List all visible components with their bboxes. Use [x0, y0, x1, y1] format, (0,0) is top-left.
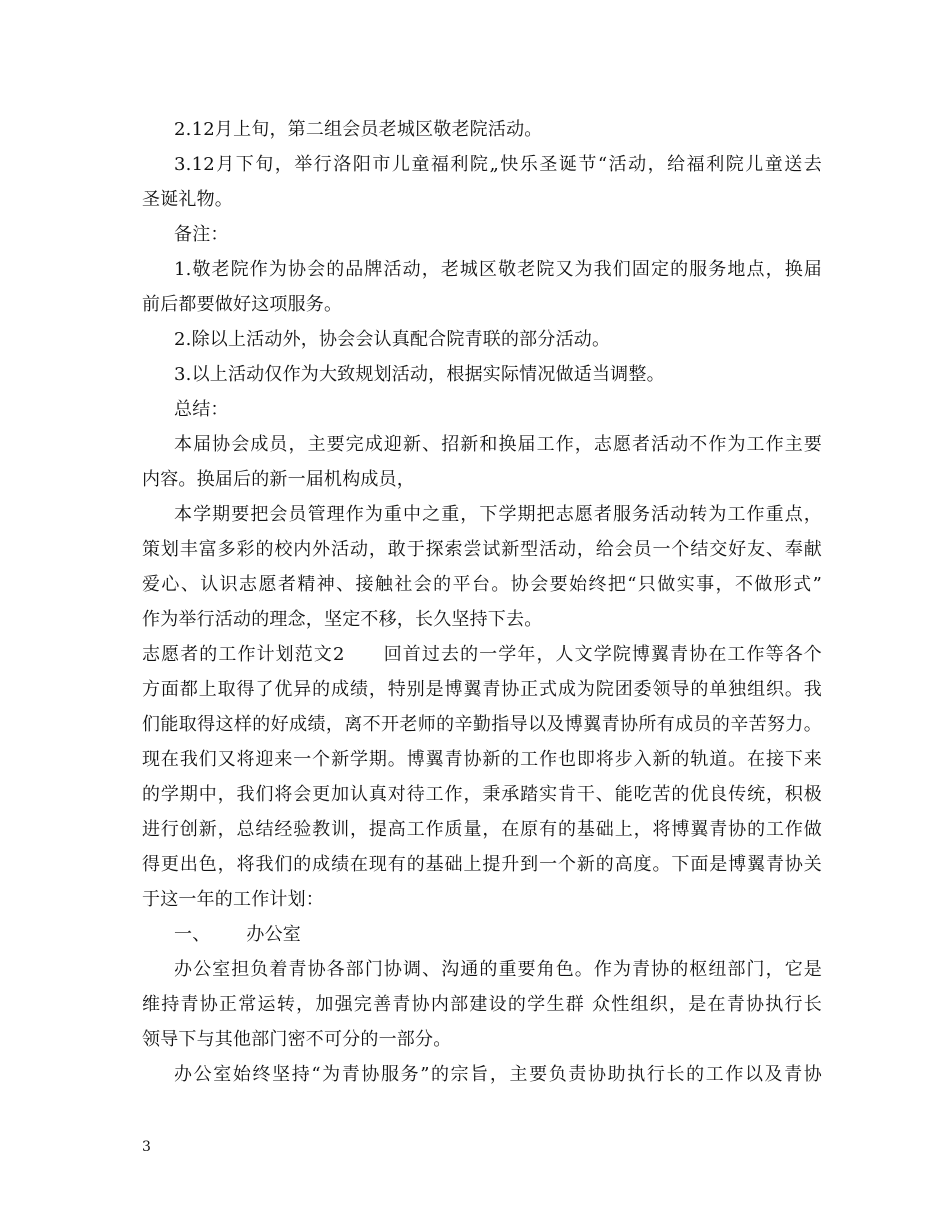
paragraph-line: 领导下与其他部门密不可分的一部分。 — [142, 1029, 452, 1050]
paragraph-line: 现在我们又将迎来一个新学期。博翼青协新的工作也即将步入新的轨道。在接下来 — [142, 749, 822, 770]
paragraph-line: 办公室担负着青协各部门协调、沟通的重要角色。作为青协的枢纽部门，它是 — [174, 959, 822, 980]
heading-title: 办公室 — [246, 924, 302, 945]
paragraph-line: 志愿者的工作计划范文2 回首过去的一学年，人文学院博翼青协在工作等各个 — [142, 644, 822, 665]
paragraph-line: 2.除以上活动外，协会会认真配合院青联的部分活动。 — [174, 329, 611, 350]
paragraph-line: 方面都上取得了优异的成绩，特别是博翼青协正式成为院团委领导的单独组织。我 — [142, 679, 822, 700]
paragraph-line: 办公室始终坚持“为青协服务”的宗旨，主要负责协助执行长的工作以及青协 — [174, 1064, 822, 1085]
paragraph-line: 本届协会成员，主要完成迎新、招新和换届工作，志愿者活动不作为工作主要 — [174, 434, 822, 455]
paragraph-line: 2.12月上旬，第二组会员老城区敬老院活动。 — [174, 119, 543, 140]
paragraph-line: 得更出色，将我们的成绩在现有的基础上提升到一个新的高度。下面是博翼青协关 — [142, 854, 822, 875]
page-number: 3 — [142, 1139, 151, 1155]
paragraph-line: 们能取得这样的好成绩，离不开老师的辛勤指导以及博翼青协所有成员的辛苦努力。 — [142, 714, 822, 735]
paragraph-line: 前后都要做好这项服务。 — [142, 294, 343, 315]
paragraph-line: 3.以上活动仅作为大致规划活动，根据实际情况做适当调整。 — [174, 364, 665, 385]
section-heading: 备注： — [174, 224, 229, 245]
paragraph-line: 作为举行活动的理念，坚定不移，长久坚持下去。 — [142, 609, 543, 630]
paragraph-line: 的学期中，我们将会更加认真对待工作，秉承踏实肯干、能吃苦的优良传统，积极 — [142, 784, 822, 805]
heading-number: 一、 — [174, 924, 211, 945]
paragraph-line: 爱心、认识志愿者精神、接触社会的平台。协会要始终把“只做实事，不做形式” — [142, 574, 822, 595]
section-heading: 总结： — [174, 399, 229, 420]
paragraph-line: 内容。换届后的新一届机构成员， — [142, 469, 415, 490]
paragraph-line: 1.敬老院作为协会的品牌活动，老城区敬老院又为我们固定的服务地点，换届 — [174, 259, 822, 280]
paragraph-line: 策划丰富多彩的校内外活动，敢于探索尝试新型活动，给会员一个结交好友、奉献 — [142, 539, 822, 560]
numbered-heading — [174, 923, 854, 947]
paragraph-line: 进行创新，总结经验教训，提高工作质量，在原有的基础上，将博翼青协的工作做 — [142, 819, 822, 840]
paragraph-line: 本学期要把会员管理作为重中之重，下学期把志愿者服务活动转为工作重点， — [174, 504, 822, 525]
paragraph-line: 于这一年的工作计划： — [142, 889, 324, 910]
paragraph-line: 圣诞礼物。 — [142, 189, 233, 210]
paragraph-line: 3.12月下旬，举行洛阳市儿童福利院„快乐圣诞节“活动，给福利院儿童送去 — [174, 154, 822, 175]
paragraph-line: 维持青协正常运转，加强完善青协内部建设的学生群 众性组织，是在青协执行长 — [142, 994, 822, 1015]
